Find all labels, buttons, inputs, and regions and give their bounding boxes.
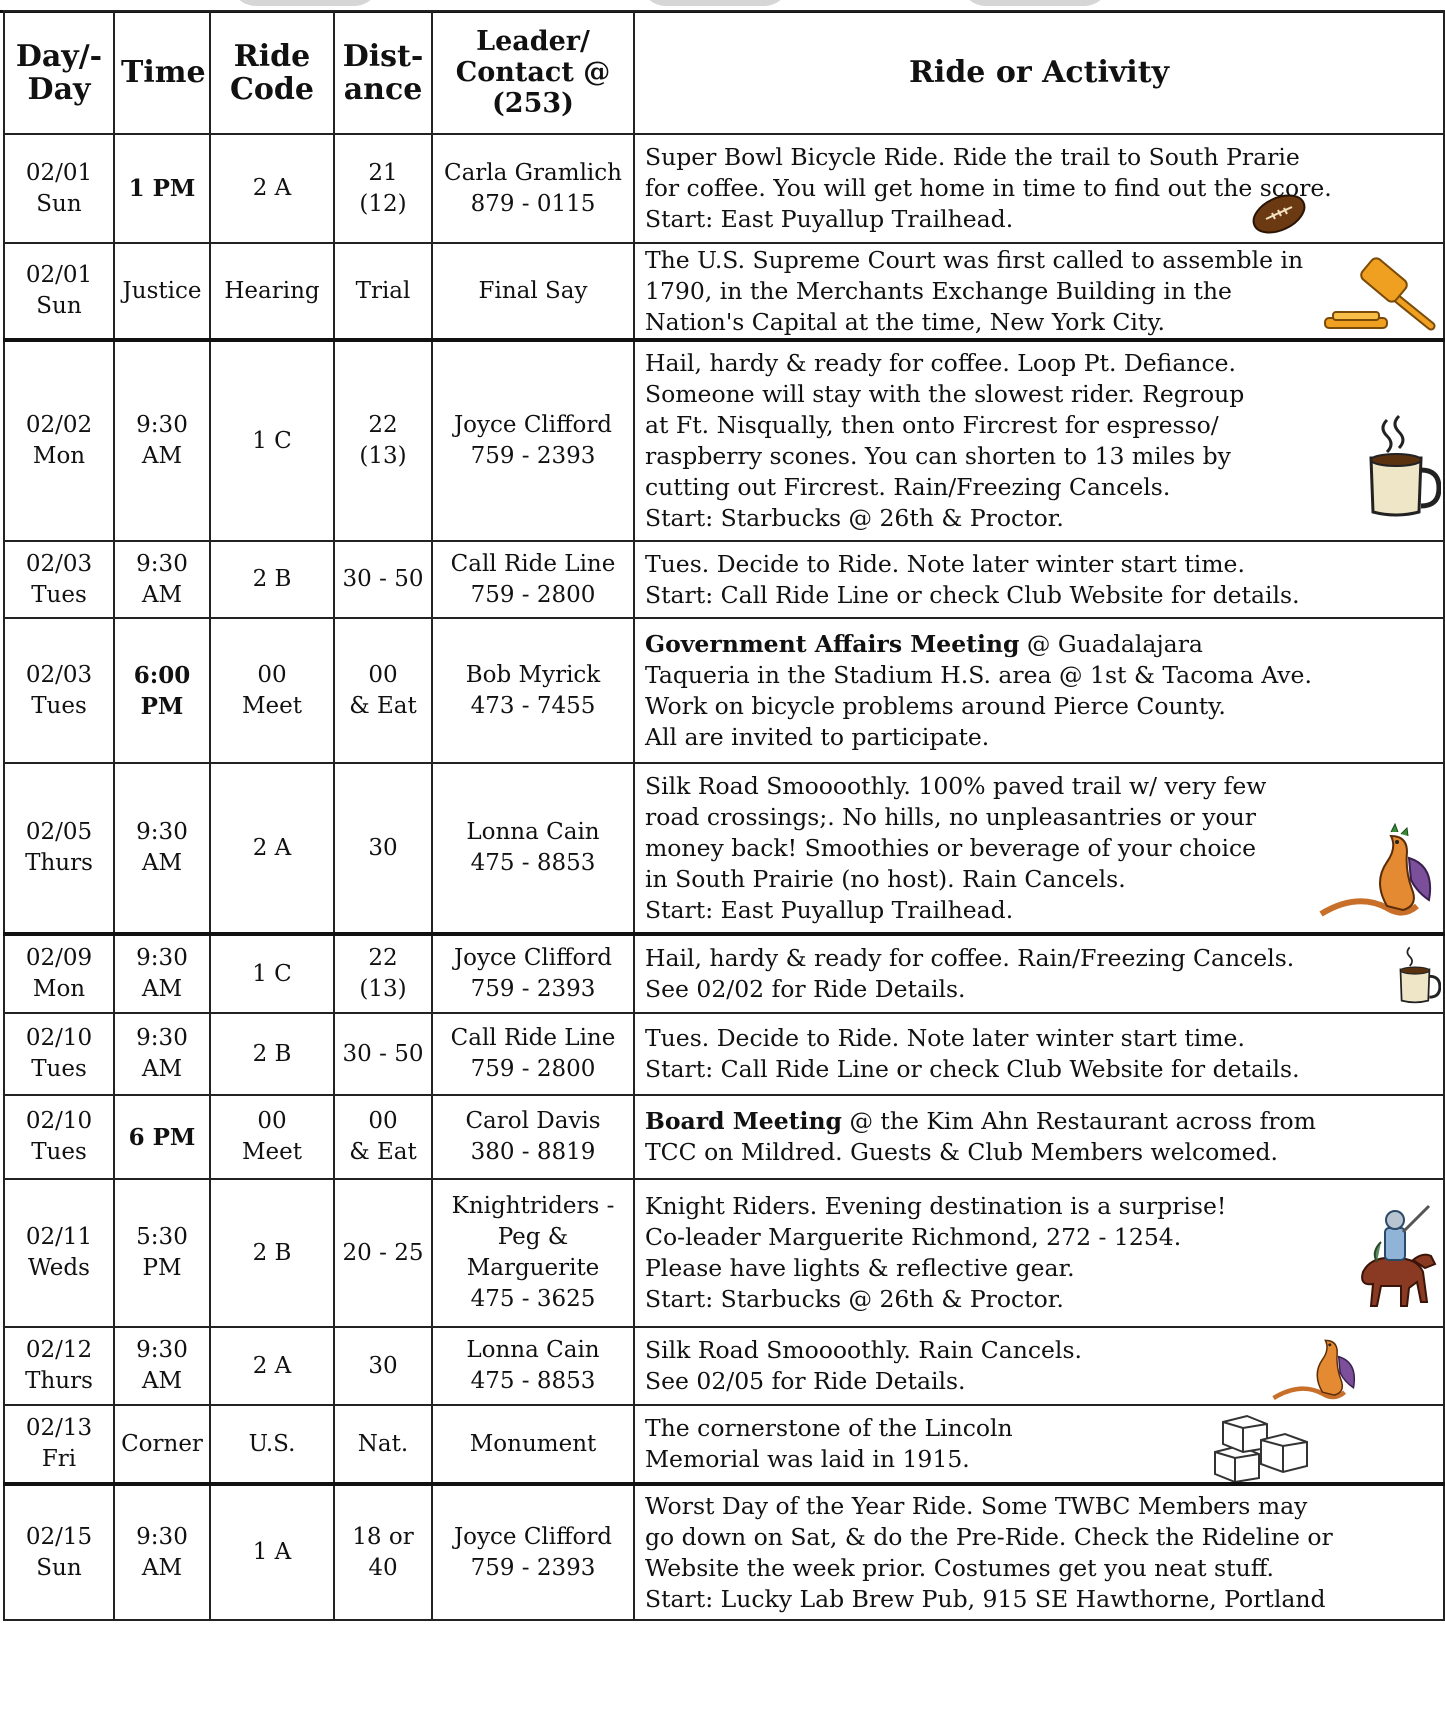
activity-cell: The U.S. Supreme Court was first called to assemble in 1790, in the Merchants Exchange Building in the Nation's Capital at the time, New York City. (634, 243, 1444, 340)
table-row (4, 243, 1444, 340)
distance-cell: 21 (12) (334, 134, 432, 243)
table-row (4, 541, 1444, 618)
header-ride-code: Ride Code (210, 11, 334, 134)
day-cell: 02/15 Sun (4, 1484, 114, 1620)
watermark-shape (640, 0, 790, 6)
ride-code-cell: 2 B (210, 1013, 334, 1095)
day-cell: 02/10 Tues (4, 1013, 114, 1095)
leader-cell: Lonna Cain 475 - 8853 (432, 1327, 634, 1405)
time-cell: 6:00 PM (114, 618, 210, 763)
distance-cell: 30 (334, 763, 432, 934)
distance-cell: Nat. (334, 1405, 432, 1484)
ride-code-cell: 2 B (210, 541, 334, 618)
time-cell: 9:30 AM (114, 1484, 210, 1620)
day-cell: 02/10 Tues (4, 1095, 114, 1179)
distance-cell: 00 & Eat (334, 1095, 432, 1179)
distance-cell: 22 (13) (334, 340, 432, 541)
table-row (4, 1484, 1444, 1620)
leader-cell: Joyce Clifford 759 - 2393 (432, 340, 634, 541)
activity-cell: Government Affairs Meeting @ Guadalajara Taqueria in the Stadium H.S. area @ 1st & Tacoma Ave. Work on bicycle problems around Pierce County. All are invited to participate. (634, 618, 1444, 763)
distance-cell: 30 (334, 1327, 432, 1405)
ride-code-cell: 2 A (210, 134, 334, 243)
time-cell: 9:30 AM (114, 1327, 210, 1405)
activity-cell: Knight Riders. Evening destination is a surprise! Co-leader Marguerite Richmond, 272 - 1254. Please have lights & reflective gear. Start: Starbucks @ 26th & Proctor. (634, 1179, 1444, 1327)
day-cell: 02/12 Thurs (4, 1327, 114, 1405)
time-cell: 9:30 AM (114, 340, 210, 541)
ride-code-cell: 2 A (210, 1327, 334, 1405)
header-leader: Leader/ Contact @ (253) (432, 11, 634, 134)
table-row (4, 934, 1444, 1013)
distance-cell: 20 - 25 (334, 1179, 432, 1327)
day-cell: 02/11 Weds (4, 1179, 114, 1327)
day-cell: 02/02 Mon (4, 340, 114, 541)
activity-cell: Tues. Decide to Ride. Note later winter start time. Start: Call Ride Line or check Club Website for details. (634, 541, 1444, 618)
table-row (4, 1179, 1444, 1327)
table-row (4, 1405, 1444, 1484)
table-row (4, 763, 1444, 934)
table-row (4, 340, 1444, 541)
header-day: Day/- Day (4, 11, 114, 134)
ride-code-cell: 00 Meet (210, 1095, 334, 1179)
ride-code-cell: U.S. (210, 1405, 334, 1484)
leader-cell: Call Ride Line 759 - 2800 (432, 541, 634, 618)
leader-cell: Carla Gramlich 879 - 0115 (432, 134, 634, 243)
distance-cell: 30 - 50 (334, 1013, 432, 1095)
watermark-shape (230, 0, 380, 6)
ride-code-cell: Hearing (210, 243, 334, 340)
day-cell: 02/13 Fri (4, 1405, 114, 1484)
day-cell: 02/01 Sun (4, 134, 114, 243)
day-cell: 02/01 Sun (4, 243, 114, 340)
time-cell: 1 PM (114, 134, 210, 243)
leader-cell: Call Ride Line 759 - 2800 (432, 1013, 634, 1095)
time-cell: Justice (114, 243, 210, 340)
ride-code-cell: 1 C (210, 934, 334, 1013)
leader-cell: Lonna Cain 475 - 8853 (432, 763, 634, 934)
table-row (4, 618, 1444, 763)
activity-cell: Hail, hardy & ready for coffee. Loop Pt. Defiance. Someone will stay with the slowest rider. Regroup at Ft. Nisqually, then onto Fircrest for espresso/ raspberry scones. You can shorten to 13 miles by cutting out Fircrest. Rain/Freezing Cancels. Start: Starbucks @ 26th & Proctor. (634, 340, 1444, 541)
header-row (4, 11, 1444, 134)
leader-cell: Monument (432, 1405, 634, 1484)
ride-code-cell: 1 A (210, 1484, 334, 1620)
distance-cell: 30 - 50 (334, 541, 432, 618)
leader-cell: Final Say (432, 243, 634, 340)
day-cell: 02/03 Tues (4, 618, 114, 763)
activity-cell: The cornerstone of the Lincoln Memorial was laid in 1915. (634, 1405, 1444, 1484)
header-distance: Dist- ance (334, 11, 432, 134)
time-cell: 9:30 AM (114, 1013, 210, 1095)
activity-cell: Board Meeting @ the Kim Ahn Restaurant across from TCC on Mildred. Guests & Club Members welcomed. (634, 1095, 1444, 1179)
activity-cell: Hail, hardy & ready for coffee. Rain/Freezing Cancels. See 02/02 for Ride Details. (634, 934, 1444, 1013)
ride-code-cell: 1 C (210, 340, 334, 541)
leader-cell: Carol Davis 380 - 8819 (432, 1095, 634, 1179)
time-cell: 9:30 AM (114, 934, 210, 1013)
table-row (4, 1327, 1444, 1405)
time-cell: 9:30 AM (114, 763, 210, 934)
table-row (4, 1013, 1444, 1095)
distance-cell: Trial (334, 243, 432, 340)
header-time: Time (114, 11, 210, 134)
time-cell: 9:30 AM (114, 541, 210, 618)
ride-code-cell: 2 A (210, 763, 334, 934)
activity-cell: Super Bowl Bicycle Ride. Ride the trail to South Prarie for coffee. You will get home in time to find out the score. Start: East Puyallup Trailhead. (634, 134, 1444, 243)
distance-cell: 18 or 40 (334, 1484, 432, 1620)
distance-cell: 22 (13) (334, 934, 432, 1013)
leader-cell: Joyce Clifford 759 - 2393 (432, 1484, 634, 1620)
activity-cell: Silk Road Smoooothly. Rain Cancels. See 02/05 for Ride Details. (634, 1327, 1444, 1405)
day-cell: 02/09 Mon (4, 934, 114, 1013)
day-cell: 02/03 Tues (4, 541, 114, 618)
time-cell: 6 PM (114, 1095, 210, 1179)
day-cell: 02/05 Thurs (4, 763, 114, 934)
table-row (4, 134, 1444, 243)
time-cell: Corner (114, 1405, 210, 1484)
leader-cell: Bob Myrick 473 - 7455 (432, 618, 634, 763)
ride-code-cell: 00 Meet (210, 618, 334, 763)
leader-cell: Knightriders - Peg & Marguerite 475 - 3625 (432, 1179, 634, 1327)
ride-code-cell: 2 B (210, 1179, 334, 1327)
activity-cell: Tues. Decide to Ride. Note later winter start time. Start: Call Ride Line or check Club Website for details. (634, 1013, 1444, 1095)
distance-cell: 00 & Eat (334, 618, 432, 763)
activity-cell: Worst Day of the Year Ride. Some TWBC Members may go down on Sat, & do the Pre-Ride. Check the Rideline or Website the week prior. Costumes get you neat stuff. Start: Lucky Lab Brew Pub, 915 SE Hawthorne, Portland (634, 1484, 1444, 1620)
header-activity: Ride or Activity (634, 11, 1444, 134)
ride-schedule-table (3, 10, 1445, 1621)
leader-cell: Joyce Clifford 759 - 2393 (432, 934, 634, 1013)
time-cell: 5:30 PM (114, 1179, 210, 1327)
table-row (4, 1095, 1444, 1179)
activity-cell: Silk Road Smoooothly. 100% paved trail w/ very few road crossings;. No hills, no unpleasantries or your money back! Smoothies or beverage of your choice in South Prairie (no host). Rain Cancels. Start: East Puyallup Trailhead. (634, 763, 1444, 934)
watermark-shape (960, 0, 1110, 6)
